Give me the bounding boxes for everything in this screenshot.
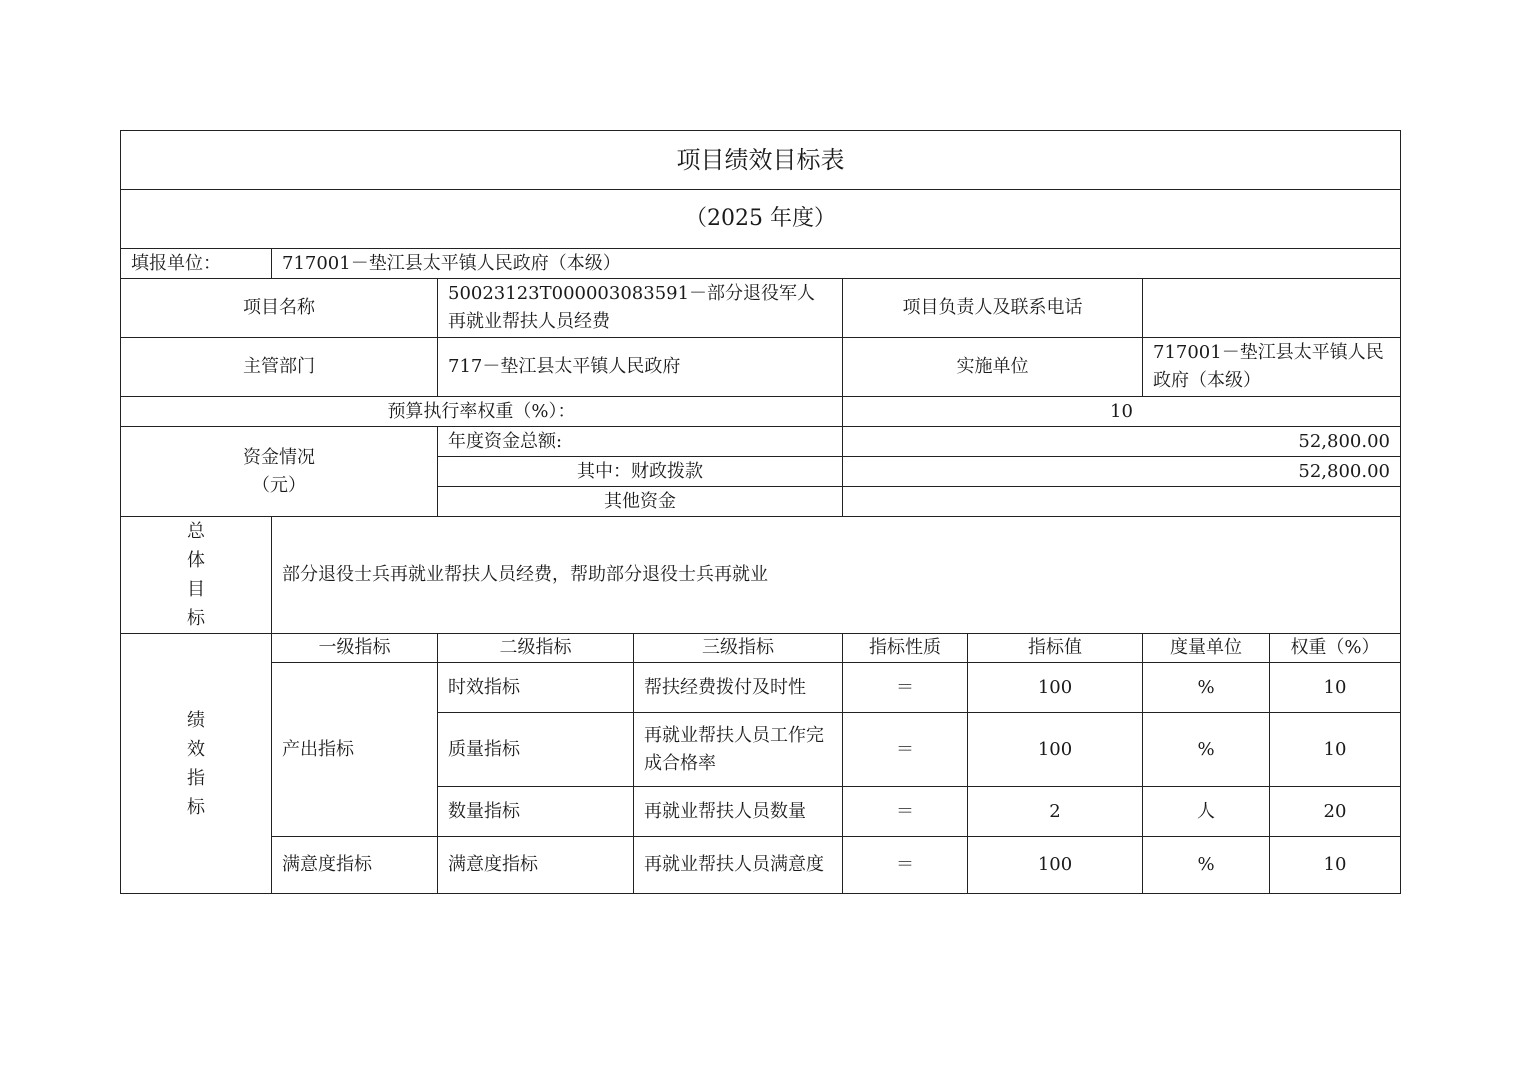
- nature-cell: ＝: [843, 787, 968, 837]
- overall-goal-label: [121, 517, 272, 634]
- value-cell: 100: [968, 713, 1143, 787]
- nature-cell: ＝: [843, 713, 968, 787]
- implementing-unit-label: 实施单位: [843, 338, 1143, 397]
- table-row: [121, 663, 1401, 713]
- project-name-label: 项目名称: [121, 279, 438, 338]
- header-unit: 度量单位: [1143, 634, 1270, 663]
- fiscal-allocation-label: 其中：财政拨款: [438, 457, 843, 487]
- level3-cell: 帮扶经费拨付及时性: [634, 663, 843, 713]
- header-value: 指标值: [968, 634, 1143, 663]
- level2-cell: 数量指标: [438, 787, 634, 837]
- value-cell: 100: [968, 837, 1143, 894]
- level1-satisfaction: 满意度指标: [272, 837, 438, 894]
- annual-total-value: 52,800.00: [843, 427, 1401, 457]
- header-level3: 三级指标: [634, 634, 843, 663]
- header-nature: 指标性质: [843, 634, 968, 663]
- reporting-unit-label: 填报单位：: [121, 249, 272, 279]
- level2-cell: 质量指标: [438, 713, 634, 787]
- header-level1: 一级指标: [272, 634, 438, 663]
- funds-label-line2: （元）: [252, 474, 306, 496]
- unit-cell: %: [1143, 663, 1270, 713]
- funds-label: [121, 427, 438, 517]
- annual-total-label: 年度资金总额:: [438, 427, 843, 457]
- fiscal-allocation-value: 52,800.00: [843, 457, 1401, 487]
- table-subtitle: （2025 年度）: [121, 190, 1401, 249]
- weight-cell: 10: [1270, 663, 1401, 713]
- nature-cell: ＝: [843, 837, 968, 894]
- overall-goal-char: 目: [187, 579, 205, 600]
- overall-goal-char: 体: [187, 550, 205, 571]
- department-label: 主管部门: [121, 338, 438, 397]
- weight-cell: 10: [1270, 837, 1401, 894]
- reporting-unit-value: 717001－垫江县太平镇人民政府（本级）: [272, 249, 1401, 279]
- performance-label-char: 绩: [187, 709, 205, 731]
- table-title: 项目绩效目标表: [121, 131, 1401, 190]
- header-level2: 二级指标: [438, 634, 634, 663]
- project-name-value: 50023123T000003083591－部分退役军人再就业帮扶人员经费: [438, 279, 843, 338]
- project-contact-value: [1143, 279, 1401, 338]
- performance-label-char: 标: [187, 796, 205, 818]
- performance-label-char: 指: [187, 767, 205, 789]
- overall-goal-text: 部分退役士兵再就业帮扶人员经费，帮助部分退役士兵再就业: [272, 517, 1401, 634]
- unit-cell: %: [1143, 837, 1270, 894]
- unit-cell: 人: [1143, 787, 1270, 837]
- weight-cell: 20: [1270, 787, 1401, 837]
- value-cell: 2: [968, 787, 1143, 837]
- implementing-unit-value: 717001－垫江县太平镇人民政府（本级）: [1143, 338, 1401, 397]
- level3-cell: 再就业帮扶人员满意度: [634, 837, 843, 894]
- table-row: [121, 837, 1401, 894]
- performance-indicator-label: [121, 634, 272, 894]
- level2-cell: 满意度指标: [438, 837, 634, 894]
- department-value: 717－垫江县太平镇人民政府: [438, 338, 843, 397]
- level3-cell: 再就业帮扶人员数量: [634, 787, 843, 837]
- nature-cell: ＝: [843, 663, 968, 713]
- weight-cell: 10: [1270, 713, 1401, 787]
- level2-cell: 时效指标: [438, 663, 634, 713]
- funds-label-line1: 资金情况: [243, 446, 315, 468]
- level1-output: 产出指标: [272, 663, 438, 837]
- budget-weight-value: 10: [843, 397, 1401, 427]
- header-weight: 权重（%）: [1270, 634, 1401, 663]
- other-funds-label: 其他资金: [438, 487, 843, 517]
- performance-target-table: [120, 130, 1401, 894]
- value-cell: 100: [968, 663, 1143, 713]
- unit-cell: %: [1143, 713, 1270, 787]
- project-contact-label: 项目负责人及联系电话: [843, 279, 1143, 338]
- budget-weight-label: 预算执行率权重（%）：: [121, 397, 843, 427]
- performance-label-char: 效: [187, 738, 205, 760]
- overall-goal-char: 总: [187, 521, 205, 542]
- other-funds-value: [843, 487, 1401, 517]
- overall-goal-char: 标: [187, 608, 205, 629]
- level3-cell: 再就业帮扶人员工作完成合格率: [634, 713, 843, 787]
